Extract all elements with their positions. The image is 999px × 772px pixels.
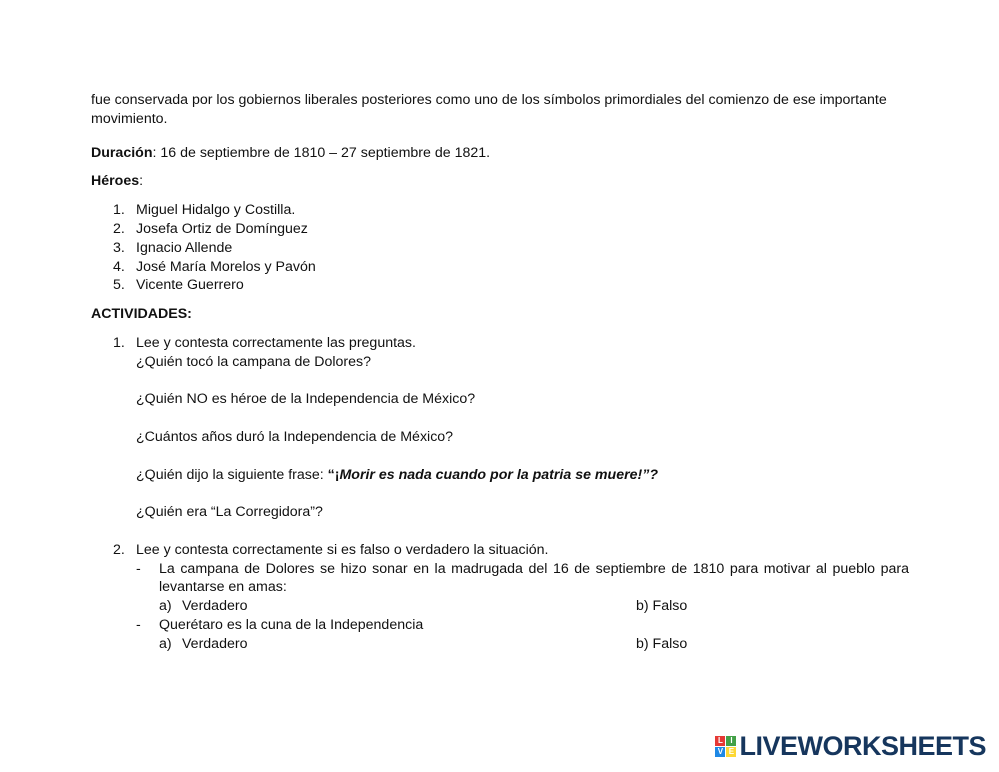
- logo-cube: L: [715, 736, 725, 746]
- option-false[interactable]: b) Falso: [636, 635, 688, 652]
- statements-list: [136, 560, 909, 654]
- options-row: [159, 597, 909, 616]
- option-true[interactable]: a) Verdadero: [159, 635, 248, 652]
- list-item: 4. José María Morelos y Pavón: [113, 258, 316, 275]
- logo-text: LIVEWORKSHEETS: [739, 730, 986, 761]
- list-item: 1. Miguel Hidalgo y Costilla.: [113, 202, 296, 219]
- list-item: 5. Vicente Guerrero: [113, 277, 244, 294]
- statement-1: - La campana de Dolores se hizo sonar en la madrugada del 16 de septiembre de 1810 para motivar al pueblo para levantarse en amas: a) Verdadero b) Falso: [136, 560, 909, 615]
- document-page: [91, 91, 909, 654]
- quote-text: Morir es nada cuando por la patria se muere!”?: [339, 466, 658, 483]
- heroes-heading: Héroes:: [91, 173, 144, 190]
- option-true[interactable]: a) Verdadero: [159, 598, 248, 615]
- logo-cube: I: [726, 736, 736, 746]
- question-5: ¿Quién era “La Corregidora”?: [136, 504, 323, 521]
- activity-2: 2. Lee y contesta correctamente si es falso o verdadero la situación. - La campana de Dolores se hizo sonar en la madrugada del 16 de septiembre de 1810 para motivar al pueblo para levantarse en amas: a) Verdadero b) Falso - Querétaro es la cuna de la Independencia a) Verdadero b) Falso: [113, 541, 909, 652]
- activity-1: 1. Lee y contesta correctamente las preguntas. ¿Quién tocó la campana de Dolores? ¿Quién NO es héroe de la Independencia de México? ¿Cuántos años duró la Independencia de México? ¿Quién dijo la siguiente frase: “¡Morir es nada cuando por la patria se muere!”? ¿Quién era “La Corregidora”?: [91, 334, 909, 522]
- logo-cube: E: [726, 747, 736, 757]
- statement-text: Querétaro es la cuna de la Independencia: [159, 616, 424, 633]
- activity-2-instruction: Lee y contesta correctamente si es falso o verdadero la situación.: [136, 541, 549, 558]
- duration-line: [91, 144, 909, 163]
- heroes-list: [91, 201, 909, 295]
- activities-list: [91, 334, 909, 654]
- statement-text: La campana de Dolores se hizo sonar en la madrugada del 16 de septiembre de 1810 para motivar al pueblo para levantarse en amas:: [159, 560, 909, 596]
- list-item: 2. Josefa Ortiz de Domínguez: [113, 220, 308, 237]
- question-3: ¿Cuántos años duró la Independencia de México?: [136, 428, 454, 445]
- duration-label: Duración: [91, 144, 153, 161]
- activities-title: ACTIVIDADES:: [91, 306, 192, 323]
- question-2: ¿Quién NO es héroe de la Independencia de México?: [136, 391, 476, 408]
- heroes-label: Héroes: [91, 173, 140, 190]
- activity-1-instruction: Lee y contesta correctamente las preguntas.: [136, 334, 416, 351]
- logo-cube: V: [715, 747, 725, 757]
- options-row: [159, 635, 909, 654]
- duration-text: : 16 de septiembre de 1810 – 27 septiembre de 1821.: [152, 144, 491, 161]
- liveworksheets-logo: [715, 731, 986, 761]
- question-1: ¿Quién tocó la campana de Dolores?: [136, 353, 372, 370]
- list-item: 3. Ignacio Allende: [113, 239, 233, 256]
- logo-cubes-icon: [715, 736, 736, 757]
- question-4: ¿Quién dijo la siguiente frase: “¡Morir es nada cuando por la patria se muere!”?: [136, 466, 658, 483]
- statement-2: - Querétaro es la cuna de la Independencia a) Verdadero b) Falso: [136, 616, 909, 654]
- option-false[interactable]: b) Falso: [636, 598, 688, 615]
- intro-paragraph: fue conservada por los gobiernos liberales posteriores como uno de los símbolos primordiales del comienzo de ese importante movimiento.: [91, 92, 887, 127]
